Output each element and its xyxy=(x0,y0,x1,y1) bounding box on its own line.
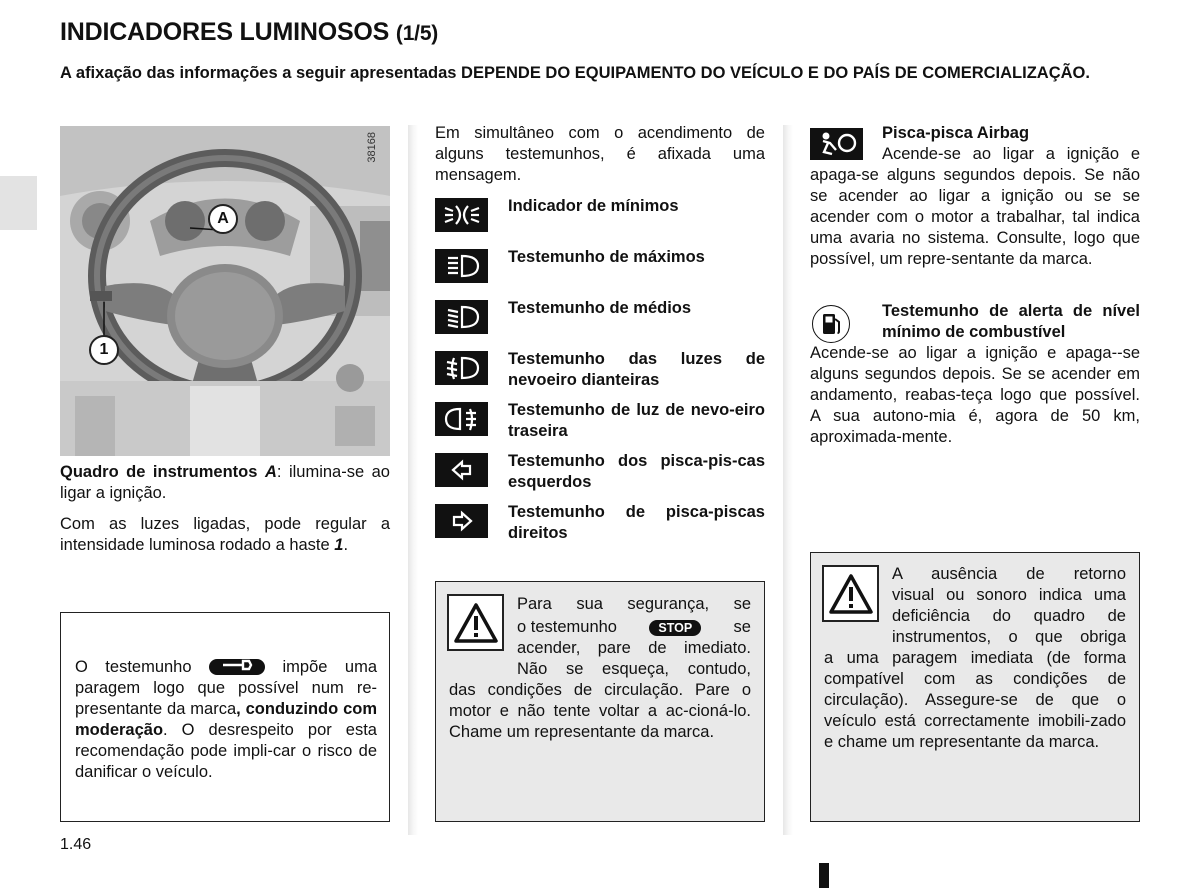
warning-line: Para sua segurança, se xyxy=(517,595,751,613)
airbag-icon xyxy=(810,128,863,160)
section-tab xyxy=(0,176,37,230)
indicator-label: Testemunho das luzes de nevoeiro dianteiras xyxy=(508,350,765,389)
warning-line: A ausência de retorno xyxy=(892,565,1126,583)
middle-intro: Em simultâneo com o acendimento de alguns testemunhos, é afixada uma mensagem. xyxy=(435,124,765,184)
warning-triangle-icon xyxy=(447,594,504,651)
right-indicator-icon xyxy=(435,504,488,538)
main-beam-icon xyxy=(435,249,488,283)
instrument-warning-box xyxy=(810,552,1140,822)
wrench-icon xyxy=(209,659,265,675)
warning-line: Não se esqueça, contudo, xyxy=(517,660,751,678)
indicator-label: Testemunho de médios xyxy=(508,299,692,317)
warning-line: visual ou sonoro indica uma xyxy=(892,586,1126,604)
left-indicator-icon xyxy=(435,453,488,487)
indicator-label: Indicador de mínimos xyxy=(508,197,679,215)
front-fog-icon xyxy=(435,351,488,385)
indicator-label: Testemunho dos pisca-pis-cas esquerdos xyxy=(508,452,765,491)
indicator-label: Testemunho de pisca-piscas direitos xyxy=(508,503,765,542)
callout-a: A xyxy=(208,204,238,234)
fuel-text: Acende-se ao ligar a ignição e apaga--se alguns segundos depois. Se se acender em andamento, reabas-teça logo que possível. A sua autono-mia é, agora de 50 km, aproximada-mente. xyxy=(810,344,1140,446)
page-title-part: (1/5) xyxy=(395,22,439,45)
side-lights-icon xyxy=(435,198,488,232)
warning-line: deficiência do quadro de xyxy=(892,607,1126,625)
fuel-icon xyxy=(812,305,850,343)
airbag-title: Pisca-pisca Airbag xyxy=(882,124,1030,142)
warning-triangle-icon xyxy=(822,565,879,622)
service-notice-box xyxy=(60,612,390,822)
dimmer-paragraph: Com as luzes ligadas, pode regular a intensidade luminosa rodado a haste 1. xyxy=(60,515,390,554)
service-notice-text: O testemunho impõe uma paragem logo que possível num re-presentante da marca, conduzindo com moderação. O desrespeito por esta recomendação pode impli-car o risco de danificar o veículo. xyxy=(75,658,378,781)
callout-1: 1 xyxy=(89,335,119,365)
warning-text: a uma paragem imediata (de forma compatível com as condições de circulação). Assegure-se de que o veículo está correctamente imobili-zado e chame um representante da marca. xyxy=(824,649,1126,751)
fuel-title: Testemunho de alerta de nível mínimo de combustível xyxy=(882,302,1140,341)
page-number: 1.46 xyxy=(60,836,92,853)
figure-caption: Quadro de instrumentos A: ilumina-se ao ligar a ignição. xyxy=(60,463,390,502)
stop-warning-box xyxy=(435,581,765,822)
intro-notice: A afixação das informações a seguir apresentadas DEPENDE DO EQUIPAMENTO DO VEÍCULO E DO PAÍS DE COMERCIALIZAÇÃO. xyxy=(60,64,1090,82)
warning-line: acender, pare de imediato. xyxy=(517,639,751,657)
warning-text: das condições de circulação. Pare o motor e não tente voltar a ac-cioná-lo. Chame um representante da marca. xyxy=(449,681,751,741)
dipped-beam-icon xyxy=(435,300,488,334)
indicator-label: Testemunho de máximos xyxy=(508,248,705,266)
indicator-label: Testemunho de luz de nevo-eiro traseira xyxy=(508,401,765,440)
page-title: INDICADORES LUMINOSOS (1/5) xyxy=(60,18,439,46)
warning-line: o testemunho STOP se xyxy=(517,618,751,636)
column-divider xyxy=(783,125,793,835)
column-divider xyxy=(408,125,418,835)
figure-code: 38168 xyxy=(366,132,378,163)
stop-icon: STOP xyxy=(649,620,701,636)
airbag-line: Acende-se ao ligar a ignição e xyxy=(882,145,1140,163)
steering-wheel-figure xyxy=(60,126,390,456)
warning-line: instrumentos, o que obriga xyxy=(892,628,1126,646)
rear-fog-icon xyxy=(435,402,488,436)
page-marker xyxy=(819,863,829,888)
airbag-text: apaga-se alguns segundos depois. Se não se acender ao ligar a ignição ou se se acender com o motor a trabalhar, tal indica uma avaria no sistema. Consulte, logo que possível, um repre-sentante da marca. xyxy=(810,166,1140,268)
